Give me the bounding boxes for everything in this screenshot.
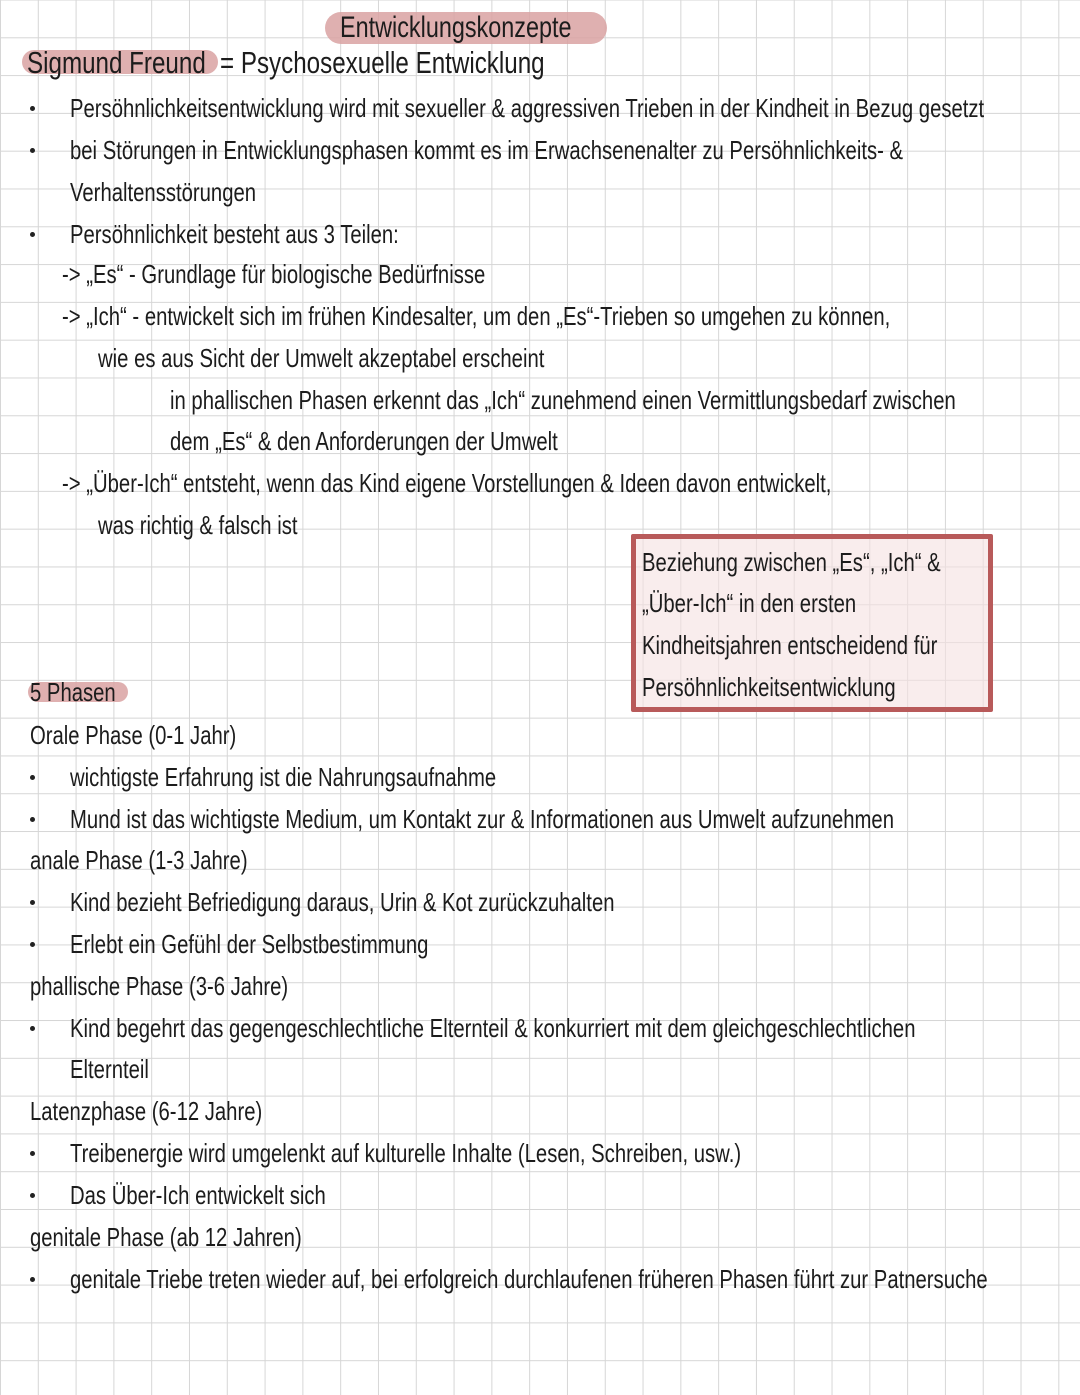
phase-item: Kind begehrt das gegengeschlechtliche Elternteil & konkurriert mit dem gleichgeschlechtlichen [70, 1013, 916, 1043]
bullet [30, 1026, 35, 1031]
page-title: Entwicklungskonzepte [340, 11, 572, 44]
bullet [30, 1193, 35, 1198]
heading-topic: = Psychosexuelle Entwicklung [220, 45, 545, 80]
phase-item: Erlebt ein Gefühl der Selbstbestimmung [70, 929, 429, 959]
bullet-text: Persöhnlichkeit besteht aus 3 Teilen: [70, 219, 399, 249]
note-line: Persöhnlichkeitsentwicklung [642, 672, 896, 702]
phase-title: Orale Phase (0-1 Jahr) [30, 720, 237, 750]
phase-item: wichtigste Erfahrung ist die Nahrungsaufnahme [70, 762, 497, 792]
note-line: Beziehung zwischen „Es“, „Ich“ & [642, 547, 941, 577]
bullet [30, 232, 35, 237]
part-line: dem „Es“ & den Anforderungen der Umwelt [170, 426, 558, 456]
phase-item: Elternteil [70, 1054, 149, 1084]
phase-item: Treibenergie wird umgelenkt auf kulturelle Inhalte (Lesen, Schreiben, usw.) [70, 1138, 742, 1168]
phase-item: Kind bezieht Befriedigung daraus, Urin & Kot zurückzuhalten [70, 887, 615, 917]
part-line: -> „Über-Ich“ entsteht, wenn das Kind eigene Vorstellungen & Ideen davon entwickelt, [62, 468, 832, 498]
bullet [30, 942, 35, 947]
part-line: was richtig & falsch ist [98, 510, 298, 540]
bullet [30, 1151, 35, 1156]
note-line: Kindheitsjahren entscheidend für [642, 630, 938, 660]
note-line: „Über-Ich“ in den ersten [642, 588, 857, 618]
bullet [30, 106, 35, 111]
bullet [30, 775, 35, 780]
bullet [30, 817, 35, 822]
part-line: wie es aus Sicht der Umwelt akzeptabel erscheint [98, 343, 545, 373]
bullet [30, 900, 35, 905]
phase-title: Latenzphase (6-12 Jahre) [30, 1096, 263, 1126]
bullet-text: bei Störungen in Entwicklungsphasen kommt es im Erwachsenenalter zu Persöhnlichkeits- & [70, 135, 904, 165]
phase-item: Mund ist das wichtigste Medium, um Kontakt zur & Informationen aus Umwelt aufzunehmen [70, 804, 894, 834]
phase-item: genitale Triebe treten wieder auf, bei erfolgreich durchlaufenen früheren Phasen führt zur Patnersuche [70, 1264, 988, 1294]
part-line: -> „Ich“ - entwickelt sich im frühen Kindesalter, um den „Es“-Trieben so umgehen zu können, [62, 301, 891, 331]
bullet-text: Persöhnlichkeitsentwicklung wird mit sexueller & aggressiven Trieben in der Kindheit in Bezug gesetzt [70, 93, 985, 123]
part-line: -> „Es“ - Grundlage für biologische Bedürfnisse [62, 259, 486, 289]
part-line: in phallischen Phasen erkennt das „Ich“ zunehmend einen Vermittlungsbedarf zwischen [170, 385, 956, 415]
phase-title: genitale Phase (ab 12 Jahren) [30, 1222, 302, 1252]
phase-title: phallische Phase (3-6 Jahre) [30, 971, 289, 1001]
bullet [30, 148, 35, 153]
heading-name: Sigmund Freund [27, 45, 206, 80]
bullet-text: Verhaltensstörungen [70, 177, 257, 207]
phase-item: Das Über-Ich entwickelt sich [70, 1180, 326, 1210]
phase-title: anale Phase (1-3 Jahre) [30, 845, 248, 875]
phases-heading: 5 Phasen [30, 677, 116, 707]
bullet [30, 1277, 35, 1282]
